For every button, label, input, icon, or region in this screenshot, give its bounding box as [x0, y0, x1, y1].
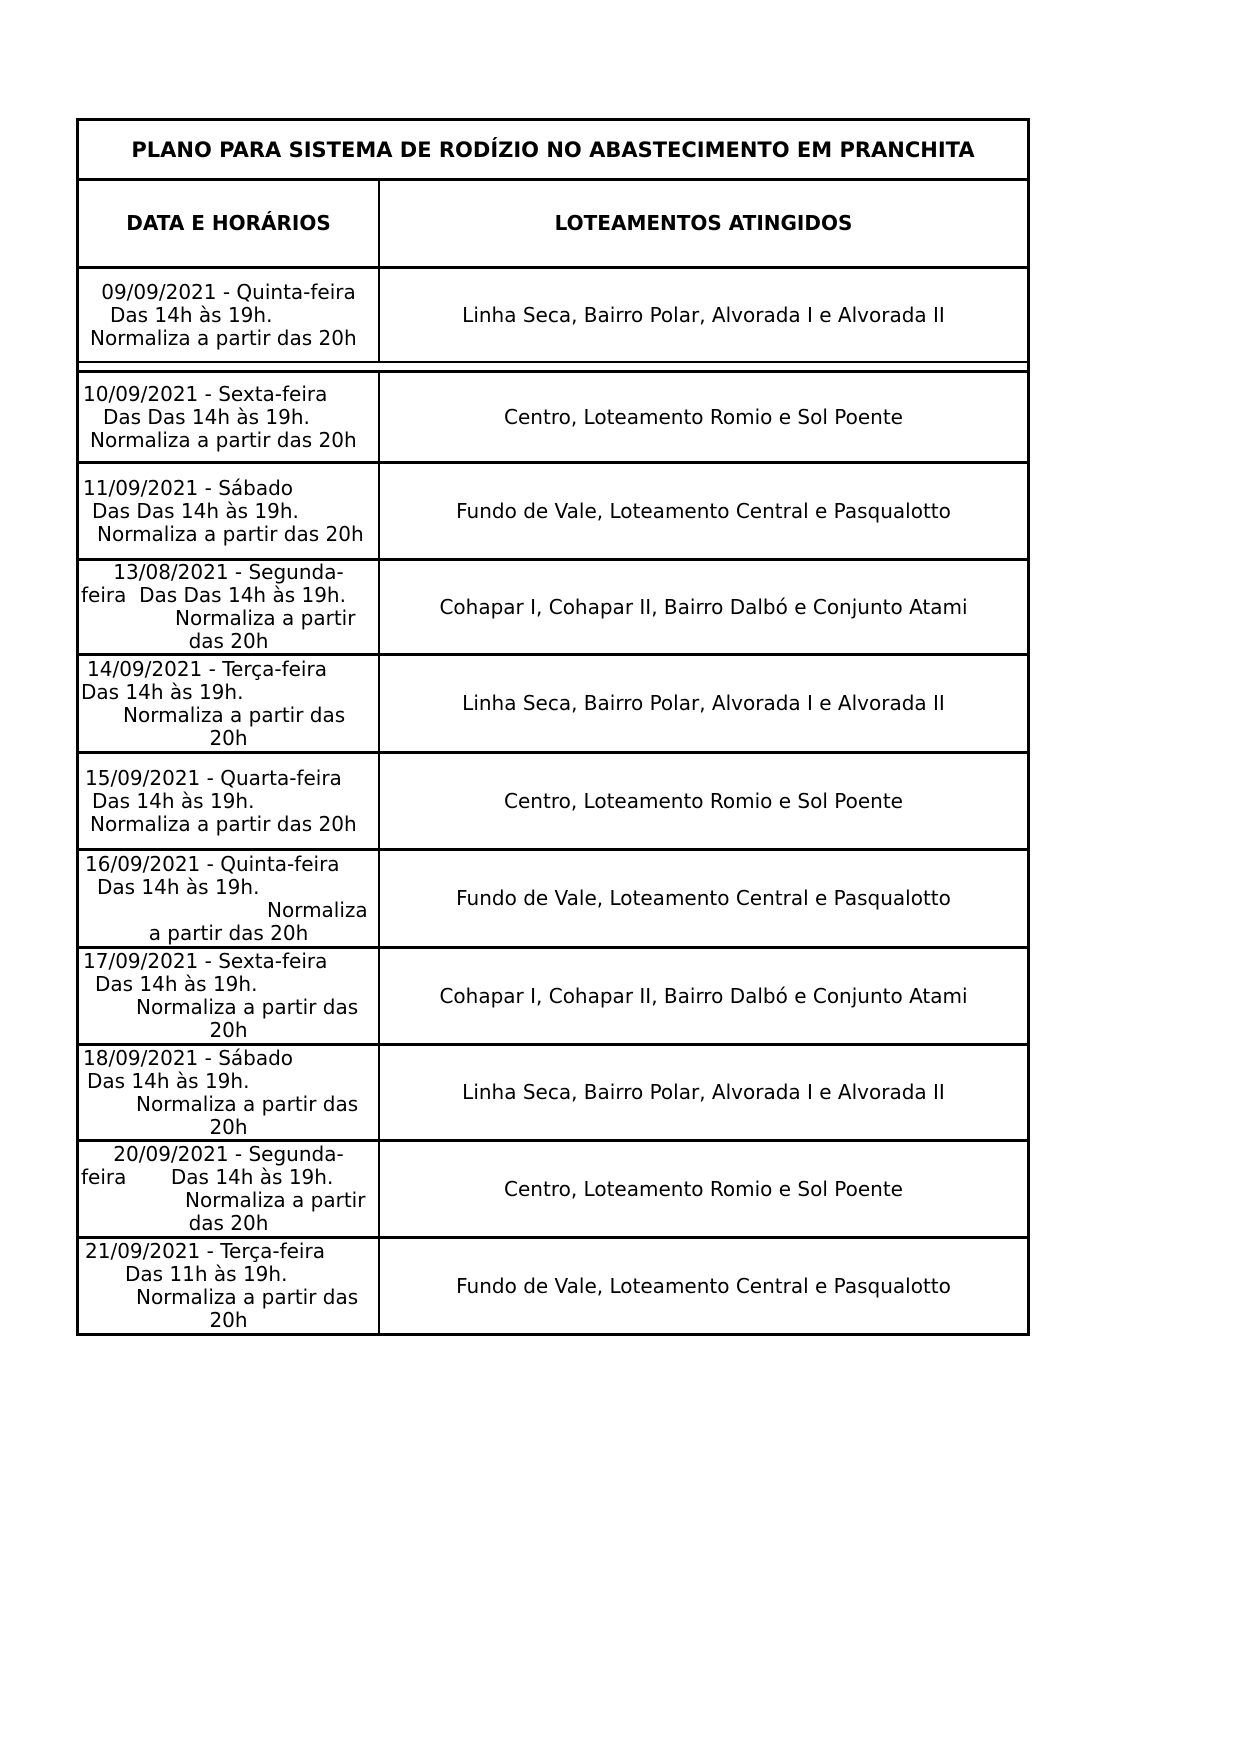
table-row	[79, 946, 1027, 1043]
areas-text: Fundo de Vale, Loteamento Central e Pasqualotto	[456, 886, 951, 910]
date-cell	[79, 1046, 380, 1139]
areas-cell	[380, 1046, 1027, 1139]
areas-text: Cohapar I, Cohapar II, Bairro Dalbó e Conjunto Atami	[439, 983, 968, 1008]
date-line: a partir das 20h	[148, 920, 309, 945]
date-line: 20h	[209, 1114, 248, 1139]
date-line: 20/09/2021 - Segunda-	[113, 1142, 344, 1166]
areas-text: Centro, Loteamento Romio e Sol Poente	[504, 1176, 903, 1201]
areas-text: Fundo de Vale, Loteamento Central e Pasqualotto	[456, 498, 951, 523]
date-line: Das 14h às 19h.	[110, 302, 273, 327]
table-row	[79, 1043, 1027, 1139]
date-line: 14/09/2021 - Terça-feira	[87, 656, 327, 681]
date-line: Das Das 14h às 19h.	[103, 404, 310, 429]
date-line: Normaliza a partir	[185, 1188, 366, 1212]
title-row	[79, 121, 1027, 178]
date-cell	[79, 754, 380, 848]
table-row	[79, 653, 1027, 751]
column-header-date	[79, 181, 380, 266]
date-line: das 20h	[188, 629, 269, 653]
table-title: PLANO PARA SISTEMA DE RODÍZIO NO ABASTECIMENTO EM PRANCHITA	[131, 137, 975, 162]
date-line: Das 14h às 19h.	[81, 679, 244, 704]
areas-cell	[380, 754, 1027, 848]
date-line: Das 14h às 19h.	[95, 972, 258, 996]
date-line: 15/09/2021 - Quarta-feira	[85, 765, 342, 790]
date-line: Normaliza a partir das	[136, 1285, 359, 1309]
column-header-areas	[380, 181, 1027, 266]
date-line: Normaliza a partir das 20h	[90, 811, 357, 836]
schedule-table	[76, 118, 1030, 1336]
date-line: 20h	[209, 725, 248, 750]
date-line: Das 14h às 19h.	[87, 1068, 250, 1093]
areas-cell	[380, 373, 1027, 461]
date-line: feira Das Das 14h às 19h.	[81, 583, 346, 607]
table-row	[79, 1236, 1027, 1333]
date-line: 16/09/2021 - Quinta-feira	[85, 851, 340, 876]
date-cell	[79, 464, 380, 558]
areas-text: Cohapar I, Cohapar II, Bairro Dalbó e Conjunto Atami	[439, 594, 968, 619]
areas-text: Centro, Loteamento Romio e Sol Poente	[504, 404, 903, 429]
date-line: 09/09/2021 - Quinta-feira	[101, 279, 356, 304]
date-line: 17/09/2021 - Sexta-feira	[83, 949, 328, 973]
date-line: Normaliza a partir das 20h	[97, 521, 364, 546]
date-line: 20h	[209, 1018, 248, 1042]
date-line: Das 14h às 19h.	[97, 874, 260, 899]
date-line: 10/09/2021 - Sexta-feira	[83, 381, 328, 406]
date-line: 18/09/2021 - Sábado	[83, 1046, 294, 1070]
areas-cell	[380, 949, 1027, 1043]
date-line: Normaliza	[267, 897, 368, 922]
date-line: Normaliza a partir das	[123, 702, 346, 727]
areas-cell	[380, 1239, 1027, 1333]
date-cell	[79, 949, 380, 1043]
areas-text: Linha Seca, Bairro Polar, Alvorada I e Alvorada II	[462, 691, 945, 715]
date-line: 13/08/2021 - Segunda-	[113, 561, 344, 584]
date-line: Normaliza a partir das	[136, 1091, 359, 1116]
areas-cell	[380, 1142, 1027, 1236]
table-row	[79, 461, 1027, 558]
table-row	[79, 848, 1027, 946]
table-row	[79, 751, 1027, 848]
date-line: Normaliza a partir das	[136, 995, 359, 1019]
date-line: Normaliza a partir das 20h	[90, 427, 357, 452]
areas-cell	[380, 851, 1027, 946]
date-line: Das 14h às 19h.	[92, 788, 255, 813]
table-row	[79, 266, 1027, 361]
row-divider-double	[79, 361, 1027, 370]
areas-text: Linha Seca, Bairro Polar, Alvorada I e Alvorada II	[462, 302, 945, 327]
date-line: 11/09/2021 - Sábado	[83, 475, 294, 500]
header-row	[79, 178, 1027, 266]
date-line: Normaliza a partir	[175, 606, 356, 630]
areas-cell	[380, 464, 1027, 558]
column-header-areas-label: LOTEAMENTOS ATINGIDOS	[554, 211, 853, 235]
date-line: Das Das 14h às 19h.	[92, 498, 299, 523]
date-cell	[79, 373, 380, 461]
date-line: feira Das 14h às 19h.	[81, 1165, 334, 1189]
date-cell	[79, 561, 380, 653]
date-cell	[79, 656, 380, 751]
areas-text: Fundo de Vale, Loteamento Central e Pasqualotto	[456, 1273, 951, 1298]
date-line: Das 11h às 19h.	[125, 1262, 288, 1286]
areas-text: Linha Seca, Bairro Polar, Alvorada I e Alvorada II	[462, 1080, 945, 1104]
table-row	[79, 558, 1027, 653]
areas-cell	[380, 561, 1027, 653]
areas-cell	[380, 269, 1027, 361]
table-row	[79, 370, 1027, 461]
date-line: Normaliza a partir das 20h	[90, 325, 357, 350]
date-cell	[79, 269, 380, 361]
column-header-date-label: DATA E HORÁRIOS	[126, 211, 331, 235]
date-cell	[79, 1142, 380, 1236]
table-row	[79, 1139, 1027, 1236]
areas-cell	[380, 656, 1027, 751]
date-cell	[79, 1239, 380, 1333]
date-cell	[79, 851, 380, 946]
areas-text: Centro, Loteamento Romio e Sol Poente	[504, 788, 903, 813]
date-line: 21/09/2021 - Terça-feira	[85, 1239, 325, 1263]
date-line: das 20h	[188, 1211, 269, 1235]
date-line: 20h	[209, 1308, 248, 1332]
